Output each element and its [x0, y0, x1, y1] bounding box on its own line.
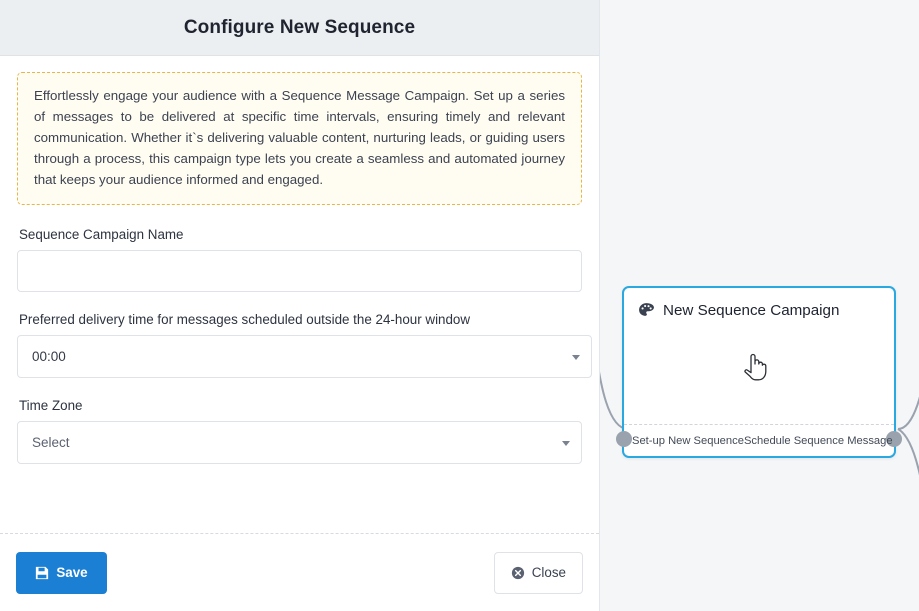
- flow-canvas[interactable]: [600, 0, 919, 611]
- panel-header: [0, 0, 599, 56]
- save-button[interactable]: [16, 552, 107, 594]
- chevron-down-icon: [572, 355, 580, 360]
- node-header: [624, 288, 894, 319]
- field-delivery-time: [17, 312, 592, 378]
- node-title: New Sequence Campaign: [663, 302, 840, 319]
- sequence-campaign-name-input[interactable]: [17, 250, 582, 292]
- delivery-time-select[interactable]: [17, 335, 592, 378]
- pointer-hand-cursor: [742, 350, 768, 382]
- node-action-schedule-sequence-message[interactable]: Schedule Sequence Message: [743, 434, 893, 447]
- chevron-down-icon: [562, 441, 570, 446]
- time-zone-label: Time Zone: [19, 398, 83, 413]
- info-notice-text: Effortlessly engage your audience with a Sequence Message Campaign. Set up a series of messages to be delivered at specific time intervals, ensuring timely and relevant communication. Whether it`s delivering valuable content, nurturing leads, or guiding users through a process, this campaign type lets you create a seamless and automated journey that keeps your audience informed and engaged.: [34, 88, 565, 187]
- flow-node-new-sequence-campaign[interactable]: [622, 286, 896, 458]
- floppy-disk-icon: [35, 566, 49, 580]
- time-zone-select[interactable]: [17, 421, 582, 464]
- info-notice: [17, 72, 582, 205]
- close-icon: [511, 566, 525, 580]
- save-button-label: Save: [56, 565, 88, 580]
- node-actions: [624, 424, 894, 456]
- close-button[interactable]: [494, 552, 583, 594]
- delivery-time-label: Preferred delivery time for messages scheduled outside the 24-hour window: [19, 312, 471, 327]
- field-sequence-campaign-name: [17, 227, 582, 292]
- page-title: Configure New Sequence: [183, 16, 416, 38]
- sequence-campaign-name-label: Sequence Campaign Name: [19, 227, 184, 242]
- field-time-zone: [17, 398, 582, 464]
- close-button-label: Close: [531, 565, 566, 580]
- time-zone-value[interactable]: Select: [17, 421, 582, 464]
- delivery-time-value[interactable]: 00:00: [17, 335, 592, 378]
- palette-icon: [638, 302, 655, 319]
- edge-outgoing-lower: [896, 429, 919, 549]
- node-action-setup-new-sequence[interactable]: Set-up New Sequence: [632, 434, 744, 447]
- panel-footer: [0, 533, 599, 611]
- panel-body: [0, 56, 599, 533]
